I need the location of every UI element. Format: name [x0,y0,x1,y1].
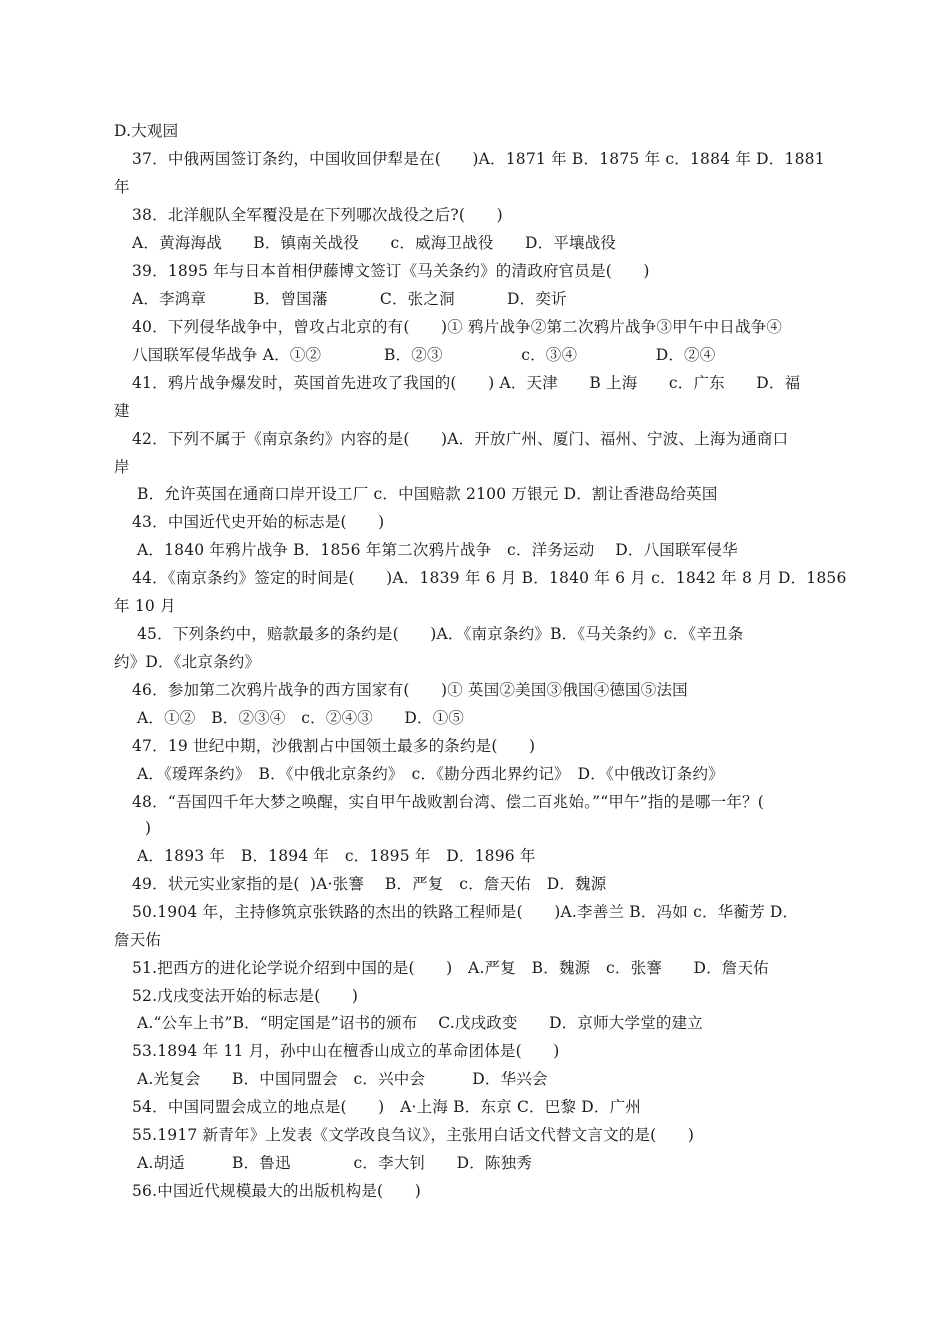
question-49: 49．状元实业家指的是( )A·张謇 B．严复 c．詹天佑 D．魏源 [132,875,607,893]
question-48: 48．“吾国四千年大梦之唤醒，实自甲午战败割台湾、偿二百兆始。”“甲午”指的是哪一年？( [132,793,765,811]
text-line: ) [145,819,152,837]
answer-options: A．黄海海战 B．镇南关战役 c．威海卫战役 D．平壤战役 [132,234,617,252]
answer-options: A.光复会 B．中国同盟会 c．兴中会 D．华兴会 [137,1070,548,1088]
text-line: 年 [114,178,130,196]
question-39: 39．1895 年与日本首相伊藤博文签订《马关条约》的清政府官员是( ) [132,262,650,280]
question-46: 46．参加第二次鸦片战争的西方国家有( )① 英国②美国③俄国④德国⑤法国 [132,681,688,699]
question-54: 54．中国同盟会成立的地点是( ) A·上海 B．东京 C．巴黎 D．广州 [132,1098,641,1116]
text-line: 八国联军侵华战争 A．①② B．②③ c．③④ D．②④ [132,346,716,364]
answer-options: A．1840 年鸦片战争 B．1856 年第二次鸦片战争 c．洋务运动 D．八国联军侵华 [137,541,738,559]
question-44: 44．《南京条约》签定的时间是( )A．1839 年 6 月 B．1840 年 6 月 c．1842 年 8 月 D．1856 [132,569,847,587]
question-51: 51.把西方的进化论学说介绍到中国的是( ) A.严复 B．魏源 c．张謇 D．詹天佑 [132,959,769,977]
answer-options: A.胡适 B．鲁迅 c．李大钊 D．陈独秀 [137,1154,533,1172]
question-55: 55.1917 新青年》上发表《文学改良刍议》，主张用白话文代替文言文的是( ) [132,1126,695,1144]
answer-options: A．①② B．②③④ c．②④③ D．①⑤ [137,709,465,727]
question-43: 43．中国近代史开始的标志是( ) [132,513,385,531]
question-38: 38．北洋舰队全军覆没是在下列哪次战役之后?( ) [132,206,503,224]
answer-options: A．李鸿章 B．曾国藩 C．张之洞 D．奕䜣 [132,290,567,308]
answer-options: A．《瑷珲条约》 B．《中俄北京条约》 c．《勘分西北界约记》 D．《中俄改订条约》 [137,765,724,783]
question-47: 47．19 世纪中期，沙俄割占中国领土最多的条约是( ) [132,737,536,755]
answer-options: B．允许英国在通商口岸开设工厂 c．中国赔款 2100 万银元 D．割让香港岛给英国 [137,485,718,503]
question-56: 56.中国近代规模最大的出版机构是( ) [132,1182,421,1200]
question-52: 52.戊戌变法开始的标志是( ) [132,987,359,1005]
text-line: 詹天佑 [114,931,162,949]
question-50: 50.1904 年，主持修筑京张铁路的杰出的铁路工程师是( )A.李善兰 B．冯如 c．华蘅芳 D． [132,903,799,921]
text-line: 岸 [114,458,130,476]
question-37: 37．中俄两国签订条约，中国收回伊犁是在( )A．1871 年 B．1875 年 c．1884 年 D．1881 [132,150,825,168]
text-line: D.大观园 [114,122,179,140]
text-line: 约》D．《北京条约》 [114,653,261,671]
text-line: 建 [114,402,130,420]
question-41: 41．鸦片战争爆发时，英国首先进攻了我国的( ) A．天津 B 上海 c．广东 D．福 [132,374,801,392]
question-45: 45．下列条约中，赔款最多的条约是( )A．《南京条约》B．《马关条约》c．《辛丑条 [137,625,744,643]
question-42: 42．下列不属于《南京条约》内容的是( )A．开放广州、厦门、福州、宁波、上海为通商口 [132,430,789,448]
answer-options: A.“公车上书”B．“明定国是”诏书的颁布 C.戊戌政变 D．京师大学堂的建立 [137,1014,703,1032]
answer-options: A．1893 年 B．1894 年 c．1895 年 D．1896 年 [137,847,536,865]
question-40: 40．下列侵华战争中，曾攻占北京的有( )① 鸦片战争②第二次鸦片战争③甲午中日战争④ [132,318,783,336]
text-line: 年 10 月 [114,597,176,615]
question-53: 53.1894 年 11 月，孙中山在檀香山成立的革命团体是( ) [132,1042,560,1060]
